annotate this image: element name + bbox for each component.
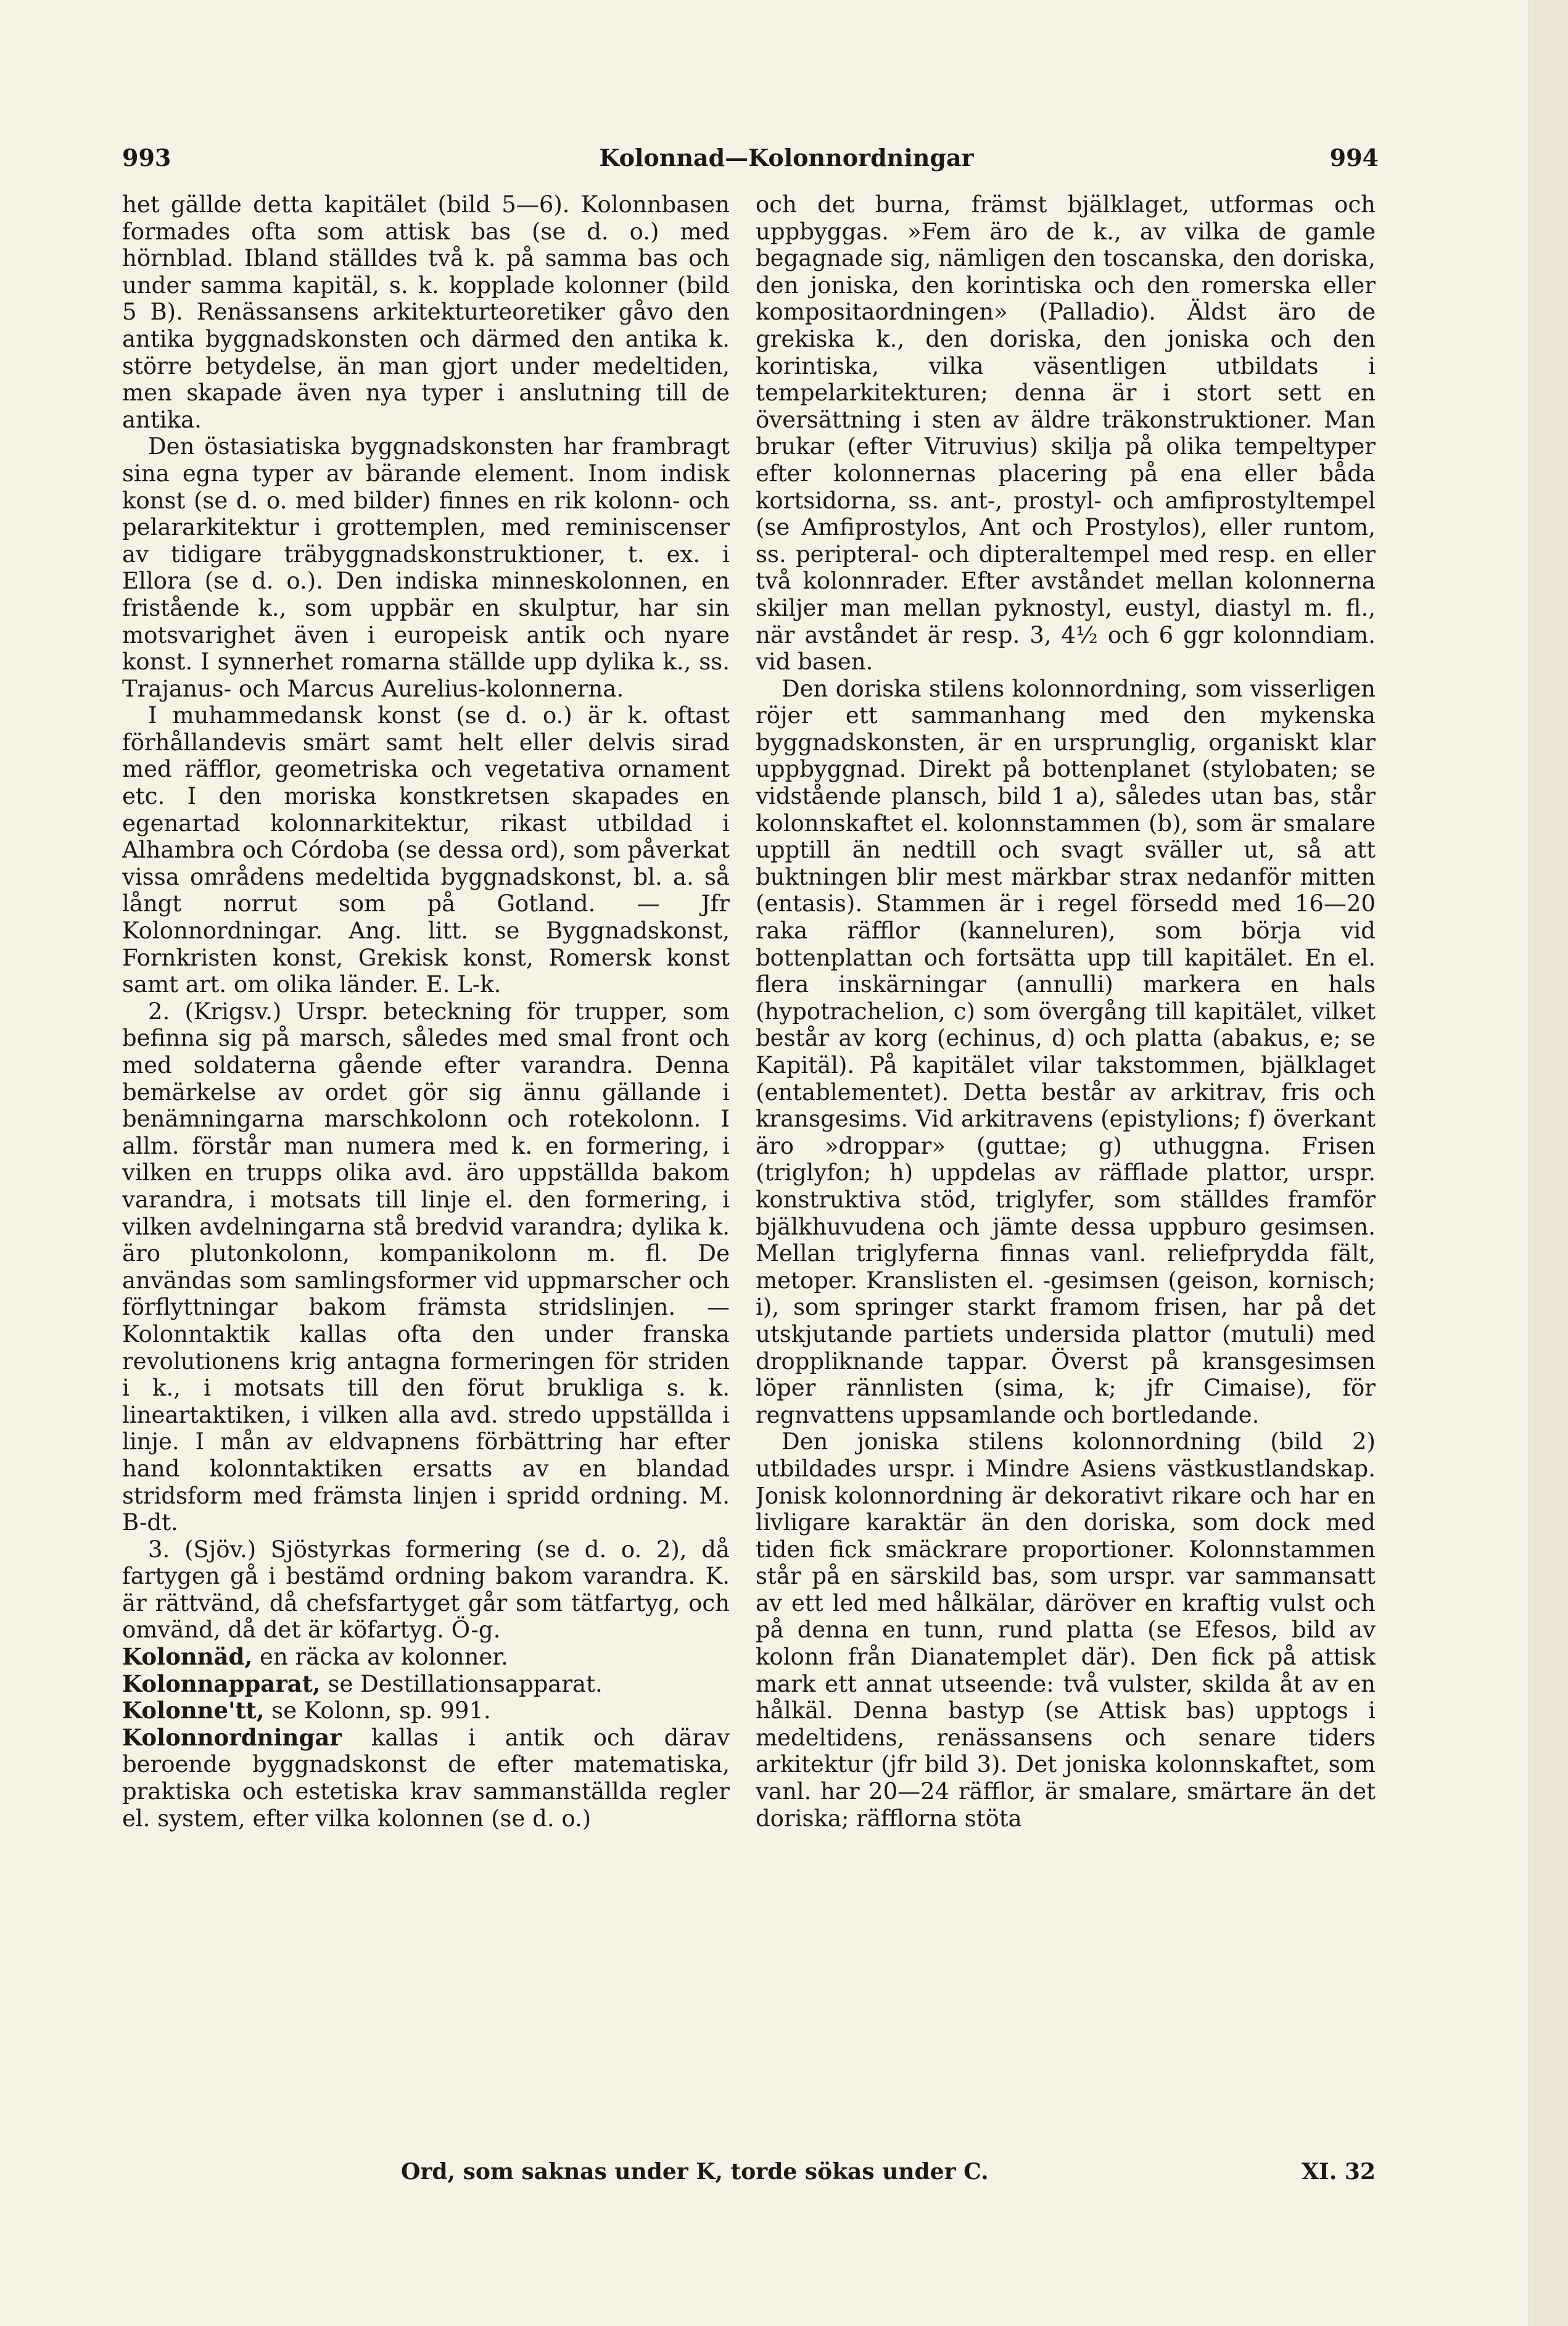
paragraph: Den joniska stilens kolonnordning (bild 2) utbildades urspr. i Mindre Asiens västkustlandskap. Jonisk kolonnordning är dekorativt rikare och har en livligare karaktär än den doriska, som dock med tiden fick smäckrare proportioner. Kolonnstammen står på en särskild bas, som urspr. var sammansatt av ett led med hålkälar, däröver en kraftig vulst och på denna en tunn, rund platta (se Efesos, bild av kolonn från Dianatemplet där). Den fick på attisk mark ett annat utseende: två vulster, skilda åt av en hålkäl. Denna bastyp (se Attisk bas) upptogs i medeltidens, renässansens och senare tiders arkitektur (jfr bild 3). Det joniska kolonnskaftet, som vanl. har 20—24 räfflor, är smalare, smärtare än det doriska; räfflorna stöta <box>756 1428 1376 1832</box>
dictionary-entry <box>122 1697 730 1724</box>
entry-headword: Kolonnapparat, <box>122 1670 321 1697</box>
paragraph: och det burna, främst bjälklaget, utformas och uppbyggas. »Fem äro de k., av vilka de gamle begagnade sig, nämligen den toscanska, den doriska, den joniska, den korintiska och den romerska eller kompositaordningen» (Palladio). Äldst äro de grekiska k., den doriska, den joniska och den korintiska, vilka väsentligen utbildats i tempelarkitekturen; denna är i stort sett en översättning i sten av äldre träkonstruktioner. Man brukar (efter Vitruvius) skilja på olika tempeltyper efter kolonnernas placering på ena eller båda kortsidorna, ss. ant-, prostyl- och amfiprostyltempel (se Amfiprostylos, Ant och Prostylos), eller runtom, ss. peripteral- och dipteraltempel med resp. en eller två kolonnrader. Efter avståndet mellan kolonnerna skiljer man mellan pyknostyl, eustyl, diastyl m. fl., när avståndet är resp. 3, 4½ och 6 ggr kolonndiam. vid basen. <box>756 191 1376 676</box>
paragraph: I muhammedansk konst (se d. o.) är k. oftast förhållandevis smärt samt helt eller delvis sirad med räfflor, geometriska och vegetativa ornament etc. I den moriska konstkretsen skapades en egenartad kolonnarkitektur, rikast utbildad i Alhambra och Córdoba (se dessa ord), som påverkat vissa områdens medeltida byggnadskonst, bl. a. så långt norrut som på Gotland. — Jfr Kolonnordningar. Ang. litt. se Byggnadskonst, Fornkristen konst, Grekisk konst, Romersk konst samt art. om olika länder. E. L-k. <box>122 702 730 998</box>
entry-headword: Kolonnäd, <box>122 1643 253 1671</box>
entry-headword: Kolonnordningar <box>122 1723 342 1751</box>
entry-text: se Destillationsapparat. <box>320 1670 603 1697</box>
footer-note: Ord, som saknas under K, torde sökas under C. <box>401 2159 989 2185</box>
paragraph: 3. (Sjöv.) Sjöstyrkas formering (se d. o. 2), då fartygen gå i bestämd ordning bakom varandra. K. är rättvänd, då chefsfartyget går som tätfartyg, och omvänd, då det är köfartyg. Ö-g. <box>122 1536 730 1644</box>
entry-text: en räcka av kolonner. <box>252 1644 508 1671</box>
paragraph: Den östasiatiska byggnadskonsten har frambragt sina egna typer av bärande element. Inom indisk konst (se d. o. med bilder) finnes en rik kolonn- och pelararkitektur i grottemplen, med reminiscenser av tidigare träbyggnadskonstruktioner, t. ex. i Ellora (se d. o.). Den indiska minneskolonnen, en fristående k., som uppbär en skulptur, har sin motsvarighet även i europeisk antik och nyare konst. I synnerhet romarna ställde upp dylika k., ss. Trajanus- och Marcus Aurelius-kolonnerna. <box>122 433 730 702</box>
signature-mark: XI. 32 <box>1302 2159 1376 2185</box>
paragraph: 2. (Krigsv.) Urspr. beteckning för trupper, som befinna sig på marsch, således med smal front och med soldaterna gående efter varandra. Denna bemärkelse av ordet gör sig ännu gällande i benämningarna marschkolonn och rotekolonn. I allm. förstår man numera med k. en formering, i vilken en trupps olika avd. äro uppställda bakom varandra, i motsats till linje el. den formering, i vilken avdelningarna stå bredvid varandra; dylika k. äro plutonkolonn, kompanikolonn m. fl. De användas som samlingsformer vid uppmarscher och förflyttningar bakom främsta stridslinjen. — Kolonntaktik kallas ofta den under franska revolutionens krig antagna formeringen för striden i k., i motsats till den förut brukliga s. k. lineartaktiken, i vilken alla avd. stredo uppställda i linje. I mån av eldvapnens förbättring har efter hand kolonntaktiken ersatts av en blandad stridsform med främsta linjen i spridd ordning. M. B-dt. <box>122 998 730 1536</box>
page-number-left: 993 <box>122 144 171 172</box>
paragraph: het gällde detta kapitälet (bild 5—6). Kolonnbasen formades ofta som attisk bas (se d. o.) med hörnblad. Ibland ställdes två k. på samma bas och under samma kapitäl, s. k. kopplade kolonner (bild 5 B). Renässansens arkitekturteoretiker gåvo den antika byggnadskonsten och därmed den antika k. större betydelse, än man gjort under medeltiden, men skapade även nya typer i anslutning till de antika. <box>122 191 730 433</box>
paragraph: Den doriska stilens kolonnordning, som visserligen röjer ett sammanhang med den mykenska byggnadskonsten, är en ursprunglig, organiskt klar uppbyggnad. Direkt på bottenplanet (stylobaten; se vidstående plansch, bild 1 a), således utan bas, står kolonnskaftet el. kolonnstammen (b), som är smalare upptill än nedtill och svagt sväller ut, så att buktningen blir mest märkbar strax nedanför mitten (entasis). Stammen är i regel försedd med 16—20 raka räfflor (kanneluren), som börja vid bottenplattan och fortsätta upp till kapitälet. En el. flera inskärningar (annulli) markera en hals (hypotrachelion, c) som övergång till kapitälet, vilket består av korg (echinus, d) och platta (abakus, e; se Kapitäl). På kapitälet vilar takstommen, bjälklaget (entablementet). Detta består av arkitrav, fris och kransgesims. Vid arkitravens (epistylions; f) överkant äro »droppar» (guttae; g) uthuggna. Frisen (triglyfon; h) uppdelas av räfflade plattor, urspr. konstruktiva stöd, triglyfer, som ställdes framför bjälkhuvudena och jämte dessa uppburo gesimsen. Mellan triglyferna finnas vanl. reliefprydda fält, metoper. Kranslisten el. -gesimsen (geison, kornisch; i), som springer starkt framom frisen, har på det utskjutande partiets undersida plattor (mutuli) med droppliknande tappar. Överst på kransgesimsen löper rännlisten (sima, k; jfr Cimaise), för regnvattens uppsamlande och bortledande. <box>756 675 1376 1428</box>
page-number-right: 994 <box>1329 144 1379 172</box>
dictionary-entry <box>122 1724 730 1832</box>
right-column <box>756 191 1376 2153</box>
dictionary-entry <box>122 1644 730 1671</box>
left-column <box>122 191 730 2153</box>
running-title: Kolonnad—Kolonnordningar <box>599 144 974 172</box>
entry-headword: Kolonne'tt, <box>122 1697 265 1724</box>
page-footer <box>401 2158 1376 2186</box>
entry-text: se Kolonn, sp. 991. <box>264 1697 491 1724</box>
dictionary-entry <box>122 1671 730 1698</box>
entry-text: kallas i antik och därav beroende byggnadskonst de efter matematiska, praktiska och estetiska krav sammanställda regler el. system, efter vilka kolonnen (se d. o.) <box>122 1724 730 1832</box>
page-edge <box>1529 0 1568 2326</box>
